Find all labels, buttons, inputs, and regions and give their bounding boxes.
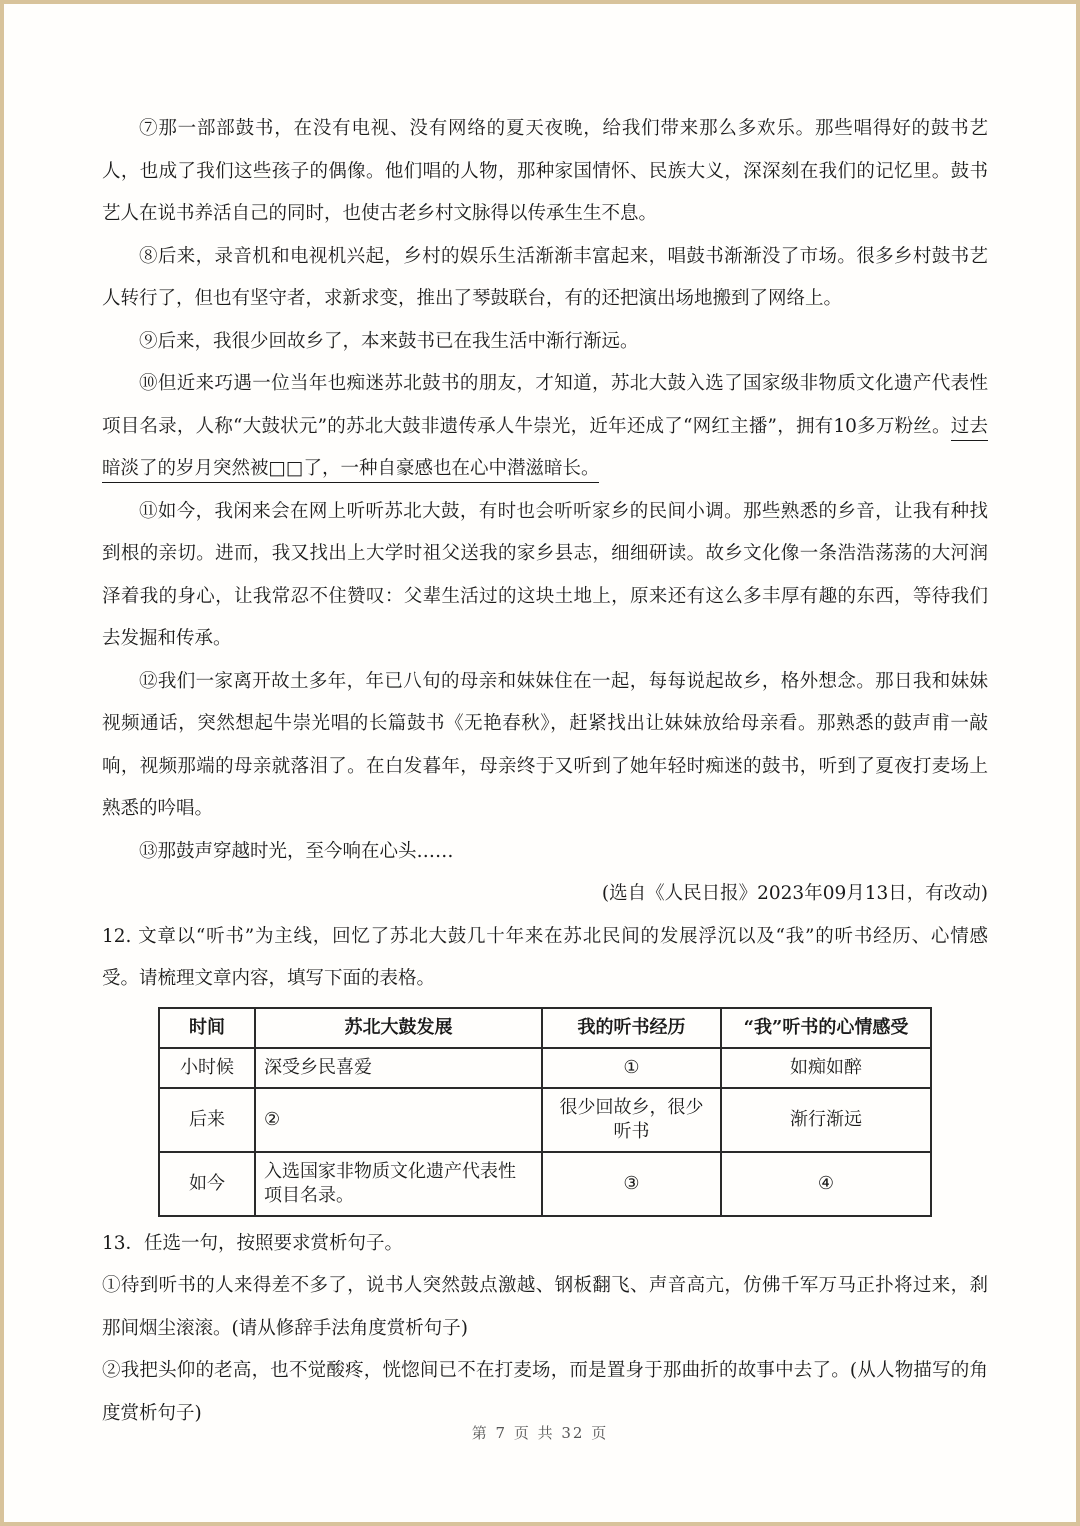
paragraph-11: ⑪如今，我闲来会在网上听听苏北大鼓，有时也会听听家乡的民间小调。那些熟悉的乡音，让我有种找到根的亲切。进而，我又找出上大学时祖父送我的家乡县志，细细研读。故乡文化像一条浩浩荡荡的大河润泽着我的身心，让我常忍不住赞叹：父辈生活过的这块土地上，原来还有这么多丰厚有趣的东西，等待我们去发掘和传承。	[102, 500, 988, 649]
header-time: 时间	[159, 1008, 255, 1048]
table-cell: 后来	[159, 1088, 255, 1152]
paragraph-8: ⑧后来，录音机和电视机兴起，乡村的娱乐生活渐渐丰富起来，唱鼓书渐渐没了市场。很多乡村鼓书艺人转行了，但也有坚守者，求新求变，推出了琴鼓联台，有的还把演出场地搬到了网络上。	[102, 245, 988, 309]
table-row	[159, 1088, 931, 1152]
question-12: 12. 文章以“听书”为主线，回忆了苏北大鼓几十年来在苏北民间的发展浮沉以及“我”的听书经历、心情感受。请梳理文章内容，填写下面的表格。	[102, 925, 988, 989]
answer-table	[158, 1007, 932, 1217]
question-13: 13．任选一句，按照要求赏析句子。	[102, 1232, 404, 1254]
table-cell: 深受乡民喜爱	[255, 1048, 542, 1088]
table-cell: 如今	[159, 1152, 255, 1216]
underlined-sentence: 过去暗淡了的岁月突然被□□了，一种自豪感也在心中潜滋暗长。	[102, 416, 988, 484]
blank-cell-3[interactable]: ③	[542, 1152, 721, 1216]
article-content	[102, 108, 988, 1435]
header-development: 苏北大鼓发展	[255, 1008, 542, 1048]
table-cell: 渐行渐远	[721, 1088, 931, 1152]
source-citation: (选自《人民日报》2023年09月13日，有改动)	[601, 883, 988, 904]
table-cell: 很少回故乡，很少听书	[542, 1088, 721, 1152]
table-cell: 小时候	[159, 1048, 255, 1088]
blank-cell-2[interactable]: ②	[255, 1088, 542, 1152]
table-cell: 如痴如醉	[721, 1048, 931, 1088]
blank-cell-1[interactable]: ①	[542, 1048, 721, 1088]
paragraph-13: ⑬那鼓声穿越时光，至今响在心头……	[139, 840, 454, 862]
table-row	[159, 1152, 931, 1216]
table-cell: 入选国家非物质文化遗产代表性项目名录。	[255, 1152, 542, 1216]
paragraph-12: ⑫我们一家离开故土多年，年已八旬的母亲和妹妹住在一起，每每说起故乡，格外想念。那日我和妹妹视频通话，突然想起牛崇光唱的长篇鼓书《无艳春秋》，赶紧找出让妹妹放给母亲看。那熟悉的鼓声甫一敲响，视频那端的母亲就落泪了。在白发暮年，母亲终于又听到了她年轻时痴迷的鼓书，听到了夏夜打麦场上熟悉的吟唱。	[102, 670, 988, 819]
question-13-option-1: ①待到听书的人来得差不多了，说书人突然鼓点激越、钢板翻飞、声音高亢，仿佛千军万马正扑将过来，刹那间烟尘滚滚。(请从修辞手法角度赏析句子)	[102, 1275, 988, 1339]
paragraph-10-text: ⑩但近来巧遇一位当年也痴迷苏北鼓书的朋友，才知道，苏北大鼓入选了国家级非物质文化遗产代表性项目名录，人称“大鼓状元”的苏北大鼓非遗传承人牛崇光，近年还成了“网红主播”，拥有10多万粉丝。	[102, 373, 988, 437]
table-header-row	[159, 1008, 931, 1048]
table-row	[159, 1048, 931, 1088]
question-13-option-2: ②我把头仰的老高，也不觉酸疼，恍惚间已不在打麦场，而是置身于那曲折的故事中去了。(从人物描写的角度赏析句子)	[102, 1360, 988, 1424]
paragraph-7: ⑦那一部部鼓书，在没有电视、没有网络的夏天夜晚，给我们带来那么多欢乐。那些唱得好的鼓书艺人，也成了我们这些孩子的偶像。他们唱的人物，那种家国情怀、民族大义，深深刻在我们的记忆里。鼓书艺人在说书养活自己的同时，也使古老乡村文脉得以传承生生不息。	[102, 118, 988, 224]
blank-cell-4[interactable]: ④	[721, 1152, 931, 1216]
header-experience: 我的听书经历	[542, 1008, 721, 1048]
page-number: 第 7 页 共 32 页	[471, 1424, 609, 1442]
paragraph-9: ⑨后来，我很少回故乡了，本来鼓书已在我生活中渐行渐远。	[139, 330, 639, 352]
paragraph-10	[102, 363, 988, 491]
header-feeling: “我”听书的心情感受	[721, 1008, 931, 1048]
